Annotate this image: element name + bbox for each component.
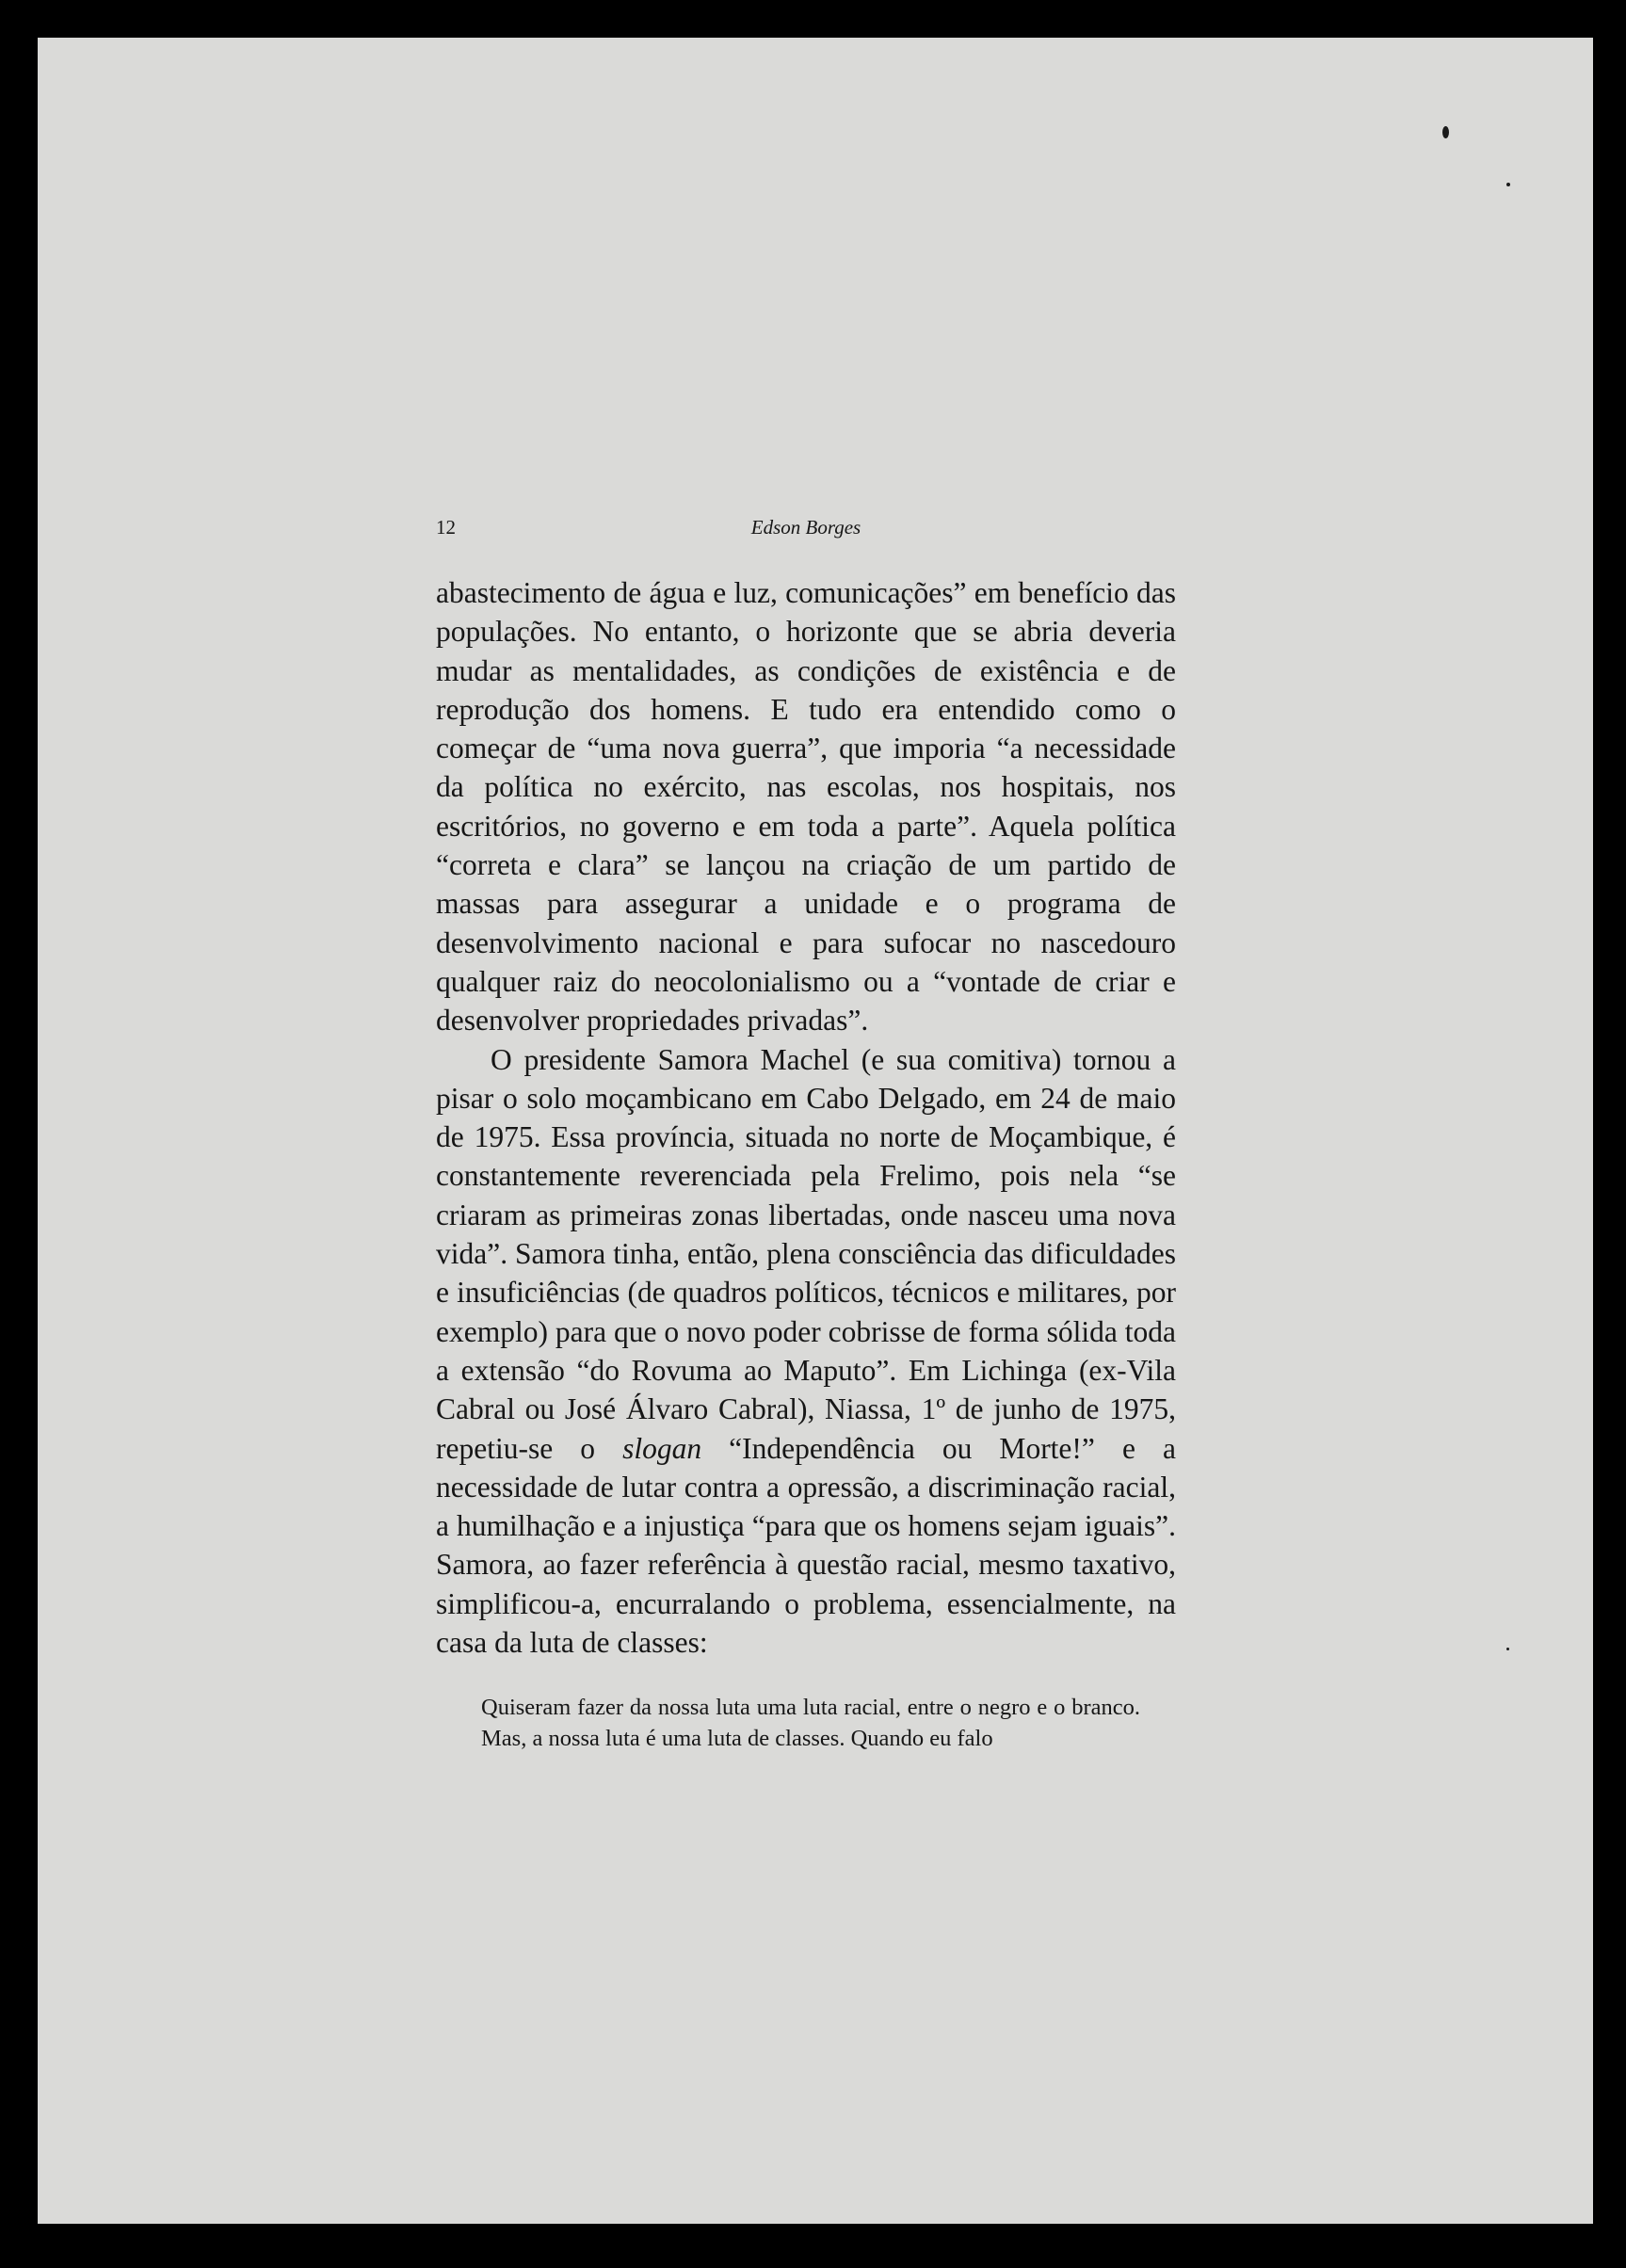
paragraph-text: O presidente Samora Machel (e sua comitiva) tornou a pisar o solo moçambicano em Cabo Delgado, em 24 de maio de 1975. Essa província, situada no norte de Moçambique, é constantemente reverenciada pela Frelimo, pois nela “se criaram as primeiras zonas libertadas, onde nasceu uma nova vida”. Samora tinha, então, plena consciência das dificuldades e insuficiências (de quadros políticos, técnicos e militares, por exemplo) para que o novo poder cobrisse de forma sólida toda a extensão “do Rovuma ao Maputo”. Em Lichinga (ex-Vila Cabral ou José Álvaro Cabral), Niassa, 1º de junho de 1975, repetiu-se o	[436, 1042, 1176, 1465]
ink-speck	[1506, 183, 1510, 186]
page-number: 12	[436, 516, 456, 539]
quote-text: Quiseram fazer da nossa luta uma luta racial, entre o negro e o branco. Mas, a nossa luta é uma luta de classes. Quando eu falo	[481, 1695, 1140, 1751]
ink-speck	[1506, 1648, 1509, 1650]
block-quote	[481, 1692, 1140, 1754]
body-text	[436, 573, 1176, 1662]
paragraph	[436, 1040, 1176, 1663]
page-header	[436, 516, 1176, 546]
ink-speck	[1442, 126, 1449, 138]
italic-word: slogan	[622, 1431, 702, 1465]
paragraph-text: “Independência ou Morte!” e a necessidade de lutar contra a opressão, a discriminação racial, a humilhação e a injustiça “para que os homens sejam iguais”. Samora, ao fazer referência à questão racial, mesmo taxativo, simplificou-a, encurralando o problema, essencialmente, na casa da luta de classes:	[436, 1431, 1176, 1660]
paragraph: abastecimento de água e luz, comunicações” em benefício das populações. No entanto, o horizonte que se abria deveria mudar as mentalidades, as condições de existência e de reprodução dos homens. E tudo era entendido como o começar de “uma nova guerra”, que imporia “a necessidade da política no exército, nas escolas, nos hospitais, nos escritórios, no governo e em toda a parte”. Aquela política “correta e clara” se lançou na criação de um partido de massas para assegurar a unidade e o programa de desenvolvimento nacional e para sufocar no nascedouro qualquer raiz do neocolonialismo ou a “vontade de criar e desenvolver propriedades privadas”.	[436, 576, 1176, 1037]
running-head: Edson Borges	[750, 516, 861, 539]
